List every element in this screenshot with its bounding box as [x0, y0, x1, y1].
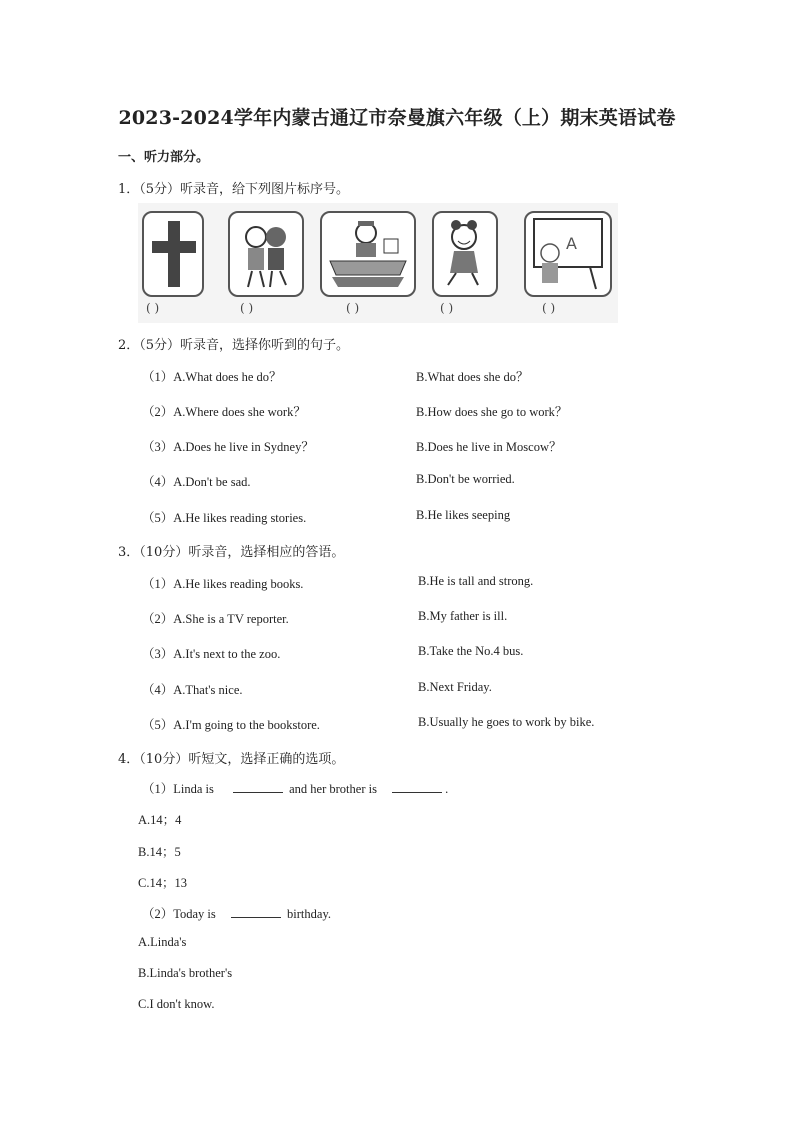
q2-option-a: （1）A.What does he do？ [142, 370, 282, 384]
q3-option-b: B.Take the No.4 bus. [418, 644, 524, 658]
q3-option-a: （4）A.That's nice. [142, 683, 243, 697]
answer-paren-5: ( ) [542, 301, 556, 315]
answer-blank [392, 782, 442, 793]
q2-option-b: B.Does he live in Moscow？ [416, 440, 562, 454]
q2-option-a: （5）A.He likes reading stories. [142, 511, 307, 525]
answer-paren-4: ( ) [440, 301, 454, 315]
q2-option-b: B.How does she go to work？ [416, 405, 568, 419]
child-at-blackboard-icon [526, 213, 610, 295]
picture-card-1 [142, 211, 204, 297]
two-children-icon [230, 213, 302, 295]
q4-sub1-part2: and her brother is [289, 782, 377, 796]
q4-sub2-option: B.Linda's brother's [138, 966, 233, 980]
q4-sub2-stem [142, 904, 331, 922]
answer-blank [233, 782, 283, 793]
q4-sub1-part3: . [445, 782, 449, 796]
q4-sub1-option: C.14；13 [138, 876, 187, 890]
q3-option-b: B.My father is ill. [418, 609, 508, 623]
question-1-stem: 1．（5分）听录音，给下列图片标序号。 [118, 182, 350, 197]
question-3-stem: 3．（10分）听录音，选择相应的答语。 [118, 545, 345, 560]
picture-card-3 [320, 211, 416, 297]
q4-sub2-part2: birthday. [287, 907, 332, 921]
q3-option-b: B.Next Friday. [418, 680, 492, 694]
cross-icon [144, 213, 202, 295]
q3-option-b: B.Usually he goes to work by bike. [418, 715, 595, 729]
q3-option-b: B.He is tall and strong. [418, 574, 534, 588]
answer-paren-1: ( ) [146, 301, 160, 315]
q2-option-a: （2）A.Where does she work？ [142, 405, 306, 419]
q4-sub2-part1: （2）Today is [142, 907, 216, 921]
page-title: 2023-2024学年内蒙古通辽市奈曼旗六年级（上）期末英语试卷 [118, 107, 676, 129]
picture-card-5 [524, 211, 612, 297]
q4-sub2-option: A.Linda's [138, 935, 187, 949]
q4-sub1-stem [142, 779, 448, 797]
picture-card-2 [228, 211, 304, 297]
q4-sub1-option: B.14；5 [138, 845, 181, 859]
q3-option-a: （1）A.He likes reading books. [142, 577, 304, 591]
answer-paren-2: ( ) [240, 301, 254, 315]
q4-sub1-option: A.14；4 [138, 813, 182, 827]
boy-at-table-icon [322, 213, 414, 295]
q2-option-b: B.He likes seeping [416, 508, 511, 522]
q3-option-a: （3）A.It's next to the zoo. [142, 647, 281, 661]
picture-card-4 [432, 211, 498, 297]
q2-option-a: （3）A.Does he live in Sydney？ [142, 440, 314, 454]
svg-text:A: A [566, 234, 577, 253]
q4-sub2-option: C.I don't know. [138, 997, 215, 1011]
q4-sub1-part1: （1）Linda is [142, 782, 214, 796]
question-1-pictures [138, 203, 618, 323]
section-heading: 一、听力部分。 [118, 150, 210, 165]
question-4-stem: 4．（10分）听短文，选择正确的选项。 [118, 752, 345, 767]
q2-option-b: B.Don't be worried. [416, 472, 515, 486]
q2-option-a: （4）A.Don't be sad. [142, 475, 251, 489]
answer-blank [231, 907, 281, 918]
q3-option-a: （2）A.She is a TV reporter. [142, 612, 289, 626]
q3-option-a: （5）A.I'm going to the bookstore. [142, 718, 320, 732]
q2-option-b: B.What does she do？ [416, 370, 529, 384]
crying-girl-icon [434, 213, 496, 295]
answer-paren-3: ( ) [346, 301, 360, 315]
question-2-stem: 2．（5分）听录音，选择你听到的句子。 [118, 338, 350, 353]
